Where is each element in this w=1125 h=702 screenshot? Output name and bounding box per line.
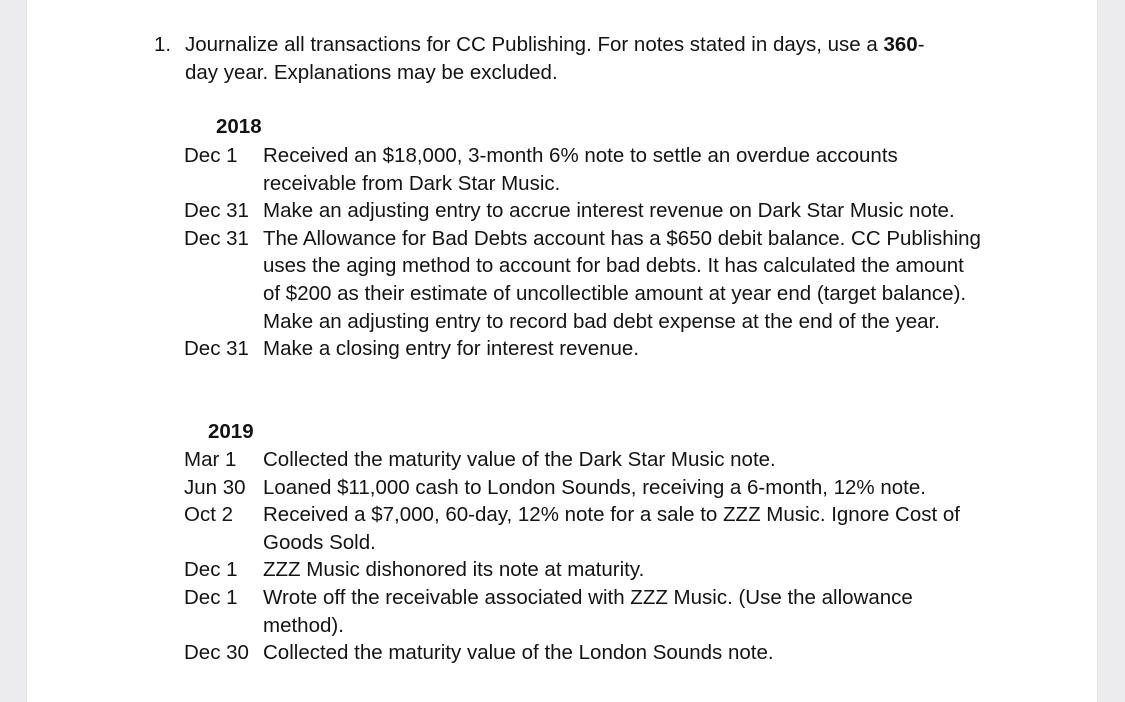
entry-date: Oct 2 (184, 503, 233, 527)
entries-2019 (184, 446, 984, 667)
entry-description: Received an $18,000, 3-month 6% note to settle an overdue accounts receivable from Dark Star Music. (263, 144, 898, 195)
entry-row (184, 639, 984, 667)
entry-description: The Allowance for Bad Debts account has a $650 debit balance. CC Publishing uses the aging method to account for bad debts. It has calculated the amount of $200 as their estimate of uncollectible amount at year end (target balance). Make an adjusting entry to record bad debt expense at the end of the year. (263, 226, 981, 333)
entry-date: Dec 31 (184, 337, 249, 361)
question-text-end: -day year. Explanations may be excluded. (185, 33, 925, 84)
entry-row (184, 474, 984, 502)
year-heading-2019: 2019 (208, 420, 254, 443)
entry-description: Make a closing entry for interest revenue. (263, 337, 640, 361)
entries-2018 (184, 142, 984, 363)
entry-description: Received a $7,000, 60-day, 12% note for a sale to ZZZ Music. Ignore Cost of Goods Sold. (263, 503, 960, 554)
entry-description: Collected the maturity value of the Dark Star Music note. (263, 448, 776, 471)
question-number: 1. (154, 33, 172, 56)
year-heading-2018: 2018 (216, 115, 262, 138)
entry-row (184, 584, 984, 639)
entry-date: Dec 1 (184, 144, 238, 167)
entry-description: Make an adjusting entry to accrue interest revenue on Dark Star Music note. (263, 199, 955, 223)
entry-row (184, 501, 984, 556)
entry-date: Dec 31 (184, 199, 249, 223)
entry-row (184, 225, 984, 335)
question-text-start: Journalize all transactions for CC Publishing. For notes stated in days, use a (185, 33, 884, 56)
entry-row (184, 446, 984, 474)
question-text (185, 31, 954, 87)
entry-date: Jun 30 (184, 475, 246, 499)
entry-date: Dec 1 (184, 558, 238, 582)
entry-description: Collected the maturity value of the London Sounds note. (263, 641, 774, 665)
entry-date: Dec 30 (184, 641, 249, 665)
entry-row (184, 142, 984, 197)
document-page (27, 0, 1097, 702)
entry-row (184, 556, 984, 584)
entry-row (184, 197, 984, 225)
entry-row (184, 335, 984, 363)
question-bold-text: 360 (883, 33, 918, 56)
entry-date: Dec 1 (184, 585, 238, 609)
entry-description: ZZZ Music dishonored its note at maturity. (263, 558, 645, 582)
entry-description: Wrote off the receivable associated with ZZZ Music. (Use the allowance method). (263, 585, 913, 637)
entry-date: Dec 31 (184, 226, 249, 250)
question-1 (154, 31, 954, 87)
entry-date: Mar 1 (184, 448, 237, 471)
entry-description: Loaned $11,000 cash to London Sounds, receiving a 6-month, 12% note. (263, 475, 926, 499)
